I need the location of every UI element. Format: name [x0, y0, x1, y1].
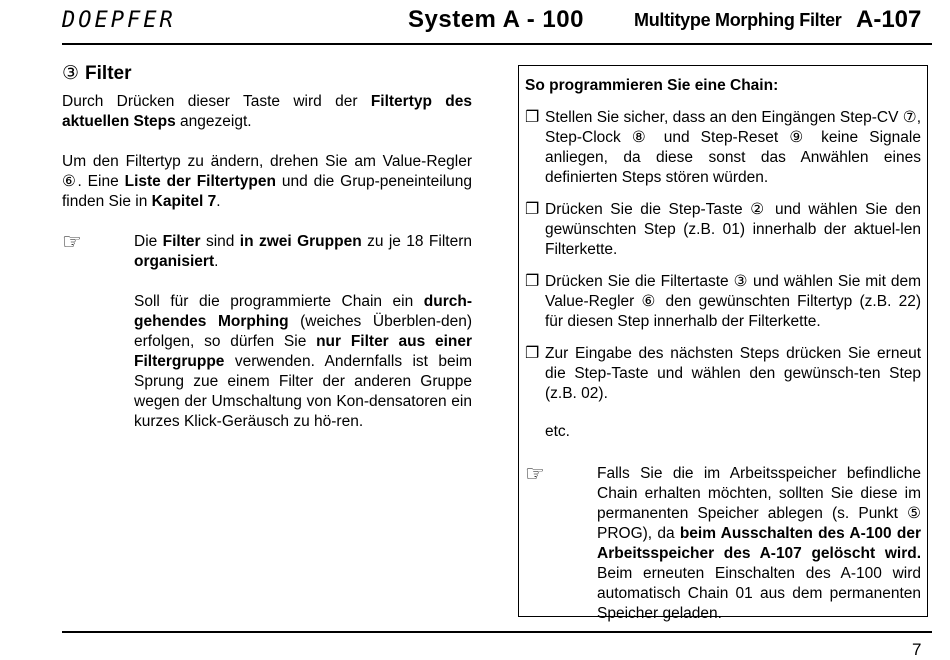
- bold-text: nur Filter aus einer Filtergruppe: [134, 333, 472, 370]
- text: sind: [200, 233, 240, 250]
- bold-text: Liste der Filtertypen: [124, 173, 276, 190]
- step-item: [525, 108, 921, 188]
- doepfer-logo: DOEPFER: [62, 8, 176, 33]
- step-text: Drücken Sie die Filtertaste ③ und wählen Sie mit dem Value-Regler ⑥ den gewünschten Filtertyp (z.B. 22) für diesen Step innerhalb der Filterkette.: [545, 273, 921, 330]
- system-title: System A - 100: [408, 6, 584, 33]
- checkbox-icon: ❐: [525, 201, 540, 218]
- note-paragraph-groups: [134, 232, 472, 272]
- bold-text: durch-gehendes Morphing: [134, 293, 472, 330]
- top-rule: [62, 43, 932, 45]
- module-title: Multitype Morphing Filter: [634, 10, 842, 30]
- step-item: [525, 344, 921, 404]
- bold-text: Kapitel 7: [151, 193, 217, 210]
- bold-text: beim Ausschalten des A-100 der Arbeitsspeicher des A-107 gelöscht wird.: [597, 525, 922, 562]
- step-item: [525, 272, 921, 332]
- paragraph-filter-display: [62, 92, 472, 132]
- section-number: ③: [62, 63, 80, 84]
- bold-text: organisiert: [134, 253, 215, 270]
- bold-text: Filtertyp des aktuellen Steps: [62, 93, 472, 130]
- step-item: [525, 200, 921, 260]
- text: Soll für die programmierte Chain ein: [134, 293, 424, 310]
- bold-text: in zwei Gruppen: [239, 233, 362, 250]
- pointing-hand-icon: ☞: [525, 461, 545, 486]
- box-title: So programmieren Sie eine Chain:: [525, 77, 779, 94]
- note-body: [134, 232, 472, 452]
- text: Die: [134, 233, 163, 250]
- checkbox-icon: ❐: [525, 273, 540, 290]
- step-text: Stellen Sie sicher, dass an den Eingängen Step-CV ⑦, Step-Clock ⑧ und Step-Reset ⑨ keine Signale anliegen, da diese sonst das Anwählen eines definierten Steps stören würden.: [545, 109, 921, 186]
- section-heading: [62, 64, 472, 84]
- text: zu je 18 Filtern: [361, 233, 472, 250]
- box-note-body: [597, 464, 921, 624]
- module-code: A-107: [856, 6, 922, 33]
- step-text: Drücken Sie die Step-Taste ② und wählen Sie den gewünschten Step (z.B. 01) innerhalb der aktuel-len Filterkette.: [545, 201, 921, 258]
- text: (weiches Überblen-den) erfolgen, so dürfen Sie: [134, 313, 472, 350]
- text: verwenden. Andernfalls ist beim Sprung zue einem Filter der anderen Gruppe wegen der Umschaltung von Kon-densatoren ein kurzes Klick-Geräusch zu hö-ren.: [134, 353, 472, 430]
- left-column: [62, 64, 472, 452]
- note-block: [62, 229, 472, 452]
- chain-programming-box: [518, 65, 928, 622]
- checkbox-icon: ❐: [525, 345, 540, 362]
- etc-text: etc.: [545, 423, 570, 440]
- text: und die Grup-peneinteilung finden Sie in: [62, 173, 473, 210]
- box-note: [525, 461, 922, 624]
- pointing-hand-icon: ☞: [62, 229, 82, 254]
- text: Falls Sie die im Arbeitsspeicher befindliche Chain erhalten möchten, sollten Sie diese im permanenten Speicher ablegen (s. Punkt ⑤ PROG), da: [597, 465, 921, 542]
- text: .: [214, 253, 219, 270]
- section-title: Filter: [85, 63, 132, 84]
- note-paragraph-morphing: [134, 292, 472, 432]
- bold-text: Filter: [162, 233, 201, 250]
- text: Um den Filtertyp zu ändern, drehen Sie am Value-Regler ⑥. Eine: [62, 153, 472, 190]
- page-number: 7: [912, 640, 922, 659]
- text: angezeigt.: [175, 113, 252, 130]
- text: .: [216, 193, 221, 210]
- paragraph-filter-change: [62, 152, 472, 212]
- text: Durch Drücken dieser Taste wird der: [62, 93, 371, 110]
- text: Beim erneuten Einschalten des A-100 wird automatisch Chain 01 aus dem permanenten Speicher geladen.: [597, 565, 921, 622]
- checkbox-icon: ❐: [525, 109, 540, 126]
- bottom-rule: [62, 631, 932, 633]
- step-text: Zur Eingabe des nächsten Steps drücken Sie erneut die Step-Taste und wählen den gewünsch-ten Step (z.B. 02).: [545, 345, 921, 402]
